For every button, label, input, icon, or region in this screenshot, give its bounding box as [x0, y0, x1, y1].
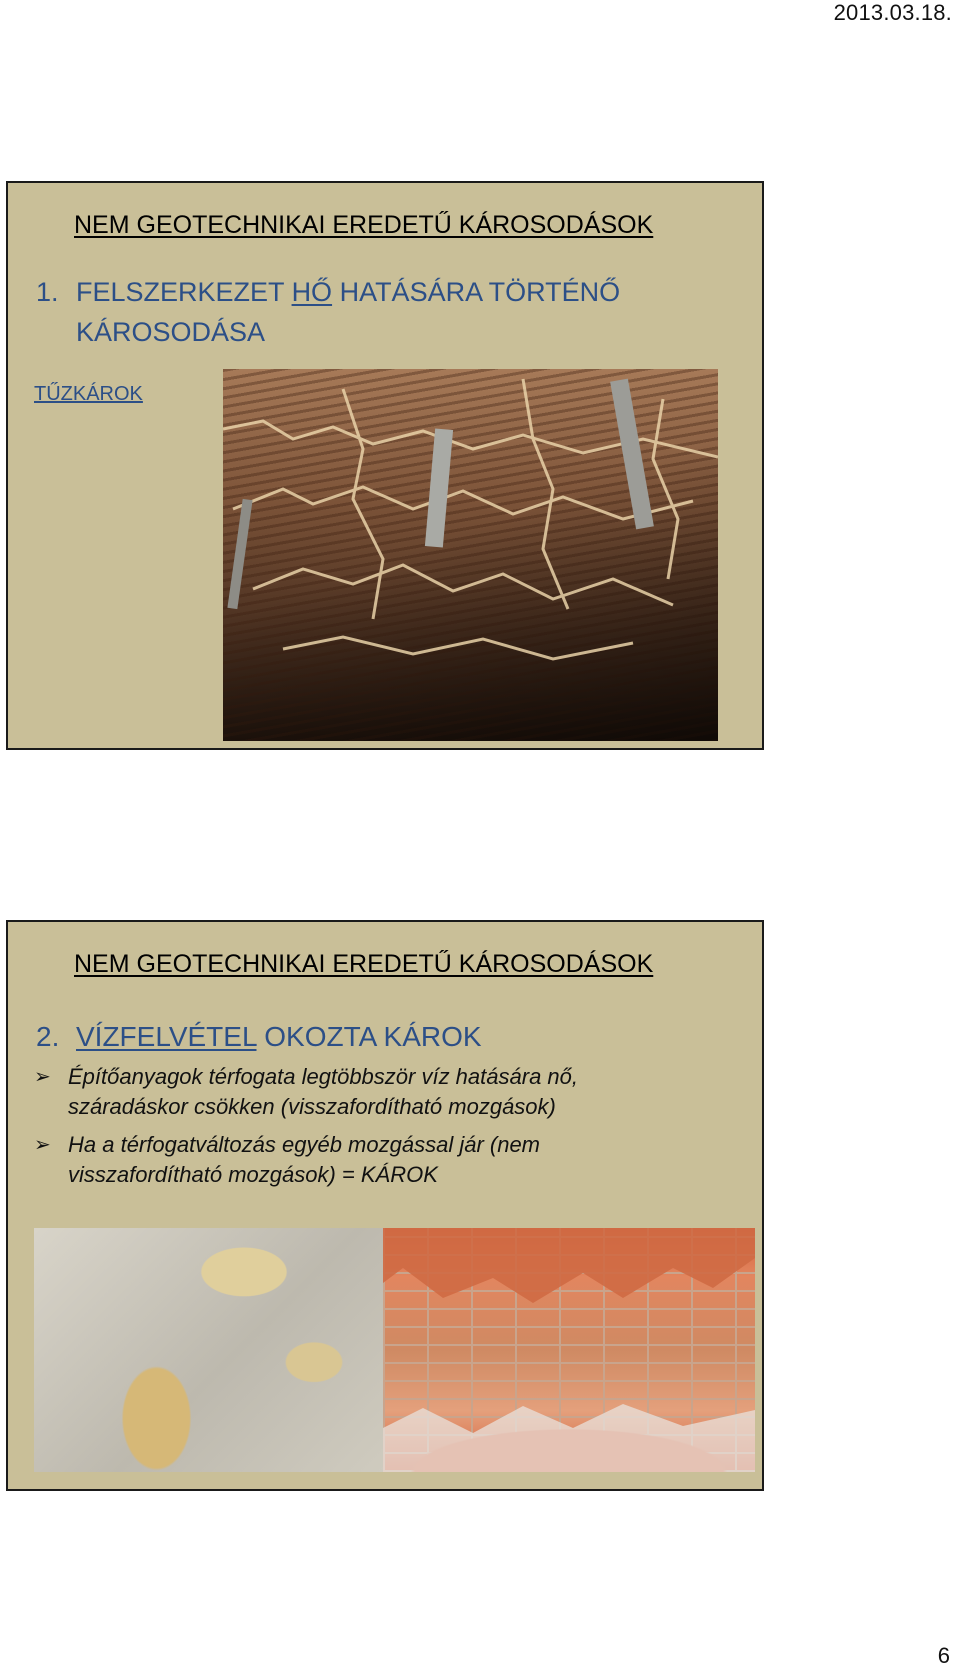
heading-underlined: HŐ	[291, 277, 333, 307]
bullet-item	[34, 1062, 754, 1122]
slide-title: NEM GEOTECHNIKAI EREDETŰ KÁROSODÁSOK	[74, 211, 654, 239]
metal-bracket	[610, 379, 654, 530]
heading-number: 2.	[36, 1021, 60, 1052]
date-header: 2013.03.18.	[833, 0, 952, 25]
bullet-line: Ha a térfogatváltozás egyéb mozgással jár (nem	[68, 1132, 541, 1157]
bullet-item	[34, 1130, 754, 1190]
page-number: 6	[937, 1643, 950, 1668]
heading-text-1: FELSZERKEZET	[76, 277, 292, 307]
section-heading	[36, 1017, 482, 1057]
metal-bracket	[227, 499, 252, 609]
section-heading-line2: KÁROSODÁSA	[76, 317, 266, 347]
heading-text-2: HATÁSÁRA TÖRTÉNŐ	[332, 277, 621, 307]
damaged-brick-wall-photo	[383, 1228, 755, 1472]
bullet-line: visszafordítható mozgások) = KÁROK	[68, 1162, 438, 1187]
peeling-plaster-photo	[34, 1228, 384, 1472]
slide-fire-damage	[6, 181, 764, 750]
slide-title: NEM GEOTECHNIKAI EREDETŰ KÁROSODÁSOK	[74, 950, 654, 978]
heading-text: OKOZTA KÁROK	[256, 1021, 482, 1052]
bullet-line: száradáskor csökken (visszafordítható mozgások)	[68, 1094, 556, 1119]
fire-damaged-ceiling-photo	[223, 369, 718, 741]
bullet-line: Építőanyagok térfogata legtöbbször víz hatására nő,	[68, 1064, 578, 1089]
heading-underlined: VÍZFELVÉTEL	[76, 1021, 257, 1052]
plaster-top	[383, 1228, 755, 1303]
arrow-bullet-icon: ➢	[34, 1066, 51, 1088]
arrow-bullet-icon: ➢	[34, 1134, 51, 1156]
subheading-fire: TŰZKÁROK	[34, 383, 143, 405]
slide-water-damage	[6, 920, 764, 1491]
heading-number: 1.	[36, 277, 59, 307]
bullet-list	[34, 1062, 754, 1198]
salt-efflorescence	[383, 1404, 755, 1472]
section-heading	[36, 272, 620, 312]
metal-bracket	[425, 428, 453, 547]
